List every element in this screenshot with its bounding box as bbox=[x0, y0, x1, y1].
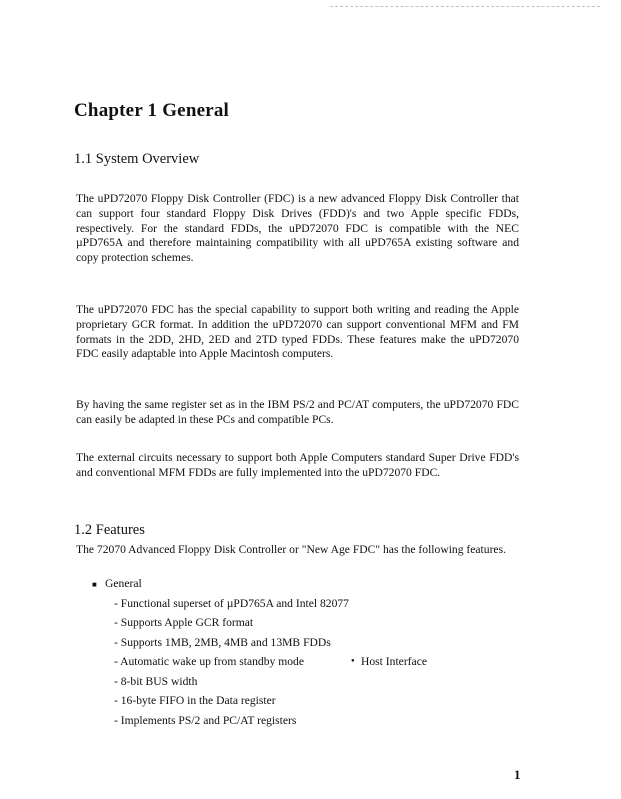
section-title-system-overview: 1.1 System Overview bbox=[74, 151, 200, 167]
paragraph-features-intro: The 72070 Advanced Floppy Disk Controller or "New Age FDC" has the following features. bbox=[76, 543, 506, 556]
list-item: - Functional superset of µPD765A and Intel 82077 bbox=[114, 597, 349, 610]
list-item: - Supports Apple GCR format bbox=[114, 616, 254, 629]
paragraph-overview-3: By having the same register set as in the IBM PS/2 and PC/AT computers, the uPD72070 FDC can easily be adapted in these PCs and compatible PCs. bbox=[76, 398, 519, 426]
paragraph-overview-2: The uPD72070 FDC has the special capability to support both writing and reading the Apple proprietary GCR format. In addition the uPD72070 can support conventional MFM and FM formats in the 2DD, 2HD, 2ED and 2TD typed FDDs. These features make the uPD72070 FDC easily adaptable into Apple Macintosh computers. bbox=[76, 303, 519, 361]
scan-artifact-line bbox=[330, 6, 600, 8]
list-item-general: General bbox=[105, 577, 142, 590]
list-item-host-interface: Host Interface bbox=[361, 655, 427, 668]
section-title-features: 1.2 Features bbox=[74, 522, 145, 538]
chapter-title: Chapter 1 General bbox=[74, 100, 230, 121]
paragraph-overview-1: The uPD72070 Floppy Disk Controller (FDC) is a new advanced Floppy Disk Controller that can support four standard Floppy Disk Drives (FDD)'s and two Apple specific FDDs, respectively. For the standard FDDs, the uPD72070 FDC is compatible with the NEC µPD765A and therefore maintaining compatibility with all uPD765A existing software and copy protection schemes. bbox=[76, 192, 519, 265]
bullet-icon: ■ bbox=[92, 580, 97, 589]
bullet-dot-icon: ● bbox=[351, 658, 355, 664]
page-number: 1 bbox=[514, 767, 521, 782]
list-item: - Implements PS/2 and PC/AT registers bbox=[114, 714, 297, 727]
paragraph-overview-4: The external circuits necessary to support both Apple Computers standard Super Drive FDD's and conventional MFM FDDs are fully implemented into the uPD72070 FDC. bbox=[76, 451, 519, 479]
list-item: - 8-bit BUS width bbox=[114, 675, 198, 688]
list-item: - Supports 1MB, 2MB, 4MB and 13MB FDDs bbox=[114, 636, 331, 649]
list-item: - Automatic wake up from standby mode bbox=[114, 655, 304, 668]
list-item: - 16-byte FIFO in the Data register bbox=[114, 694, 276, 707]
